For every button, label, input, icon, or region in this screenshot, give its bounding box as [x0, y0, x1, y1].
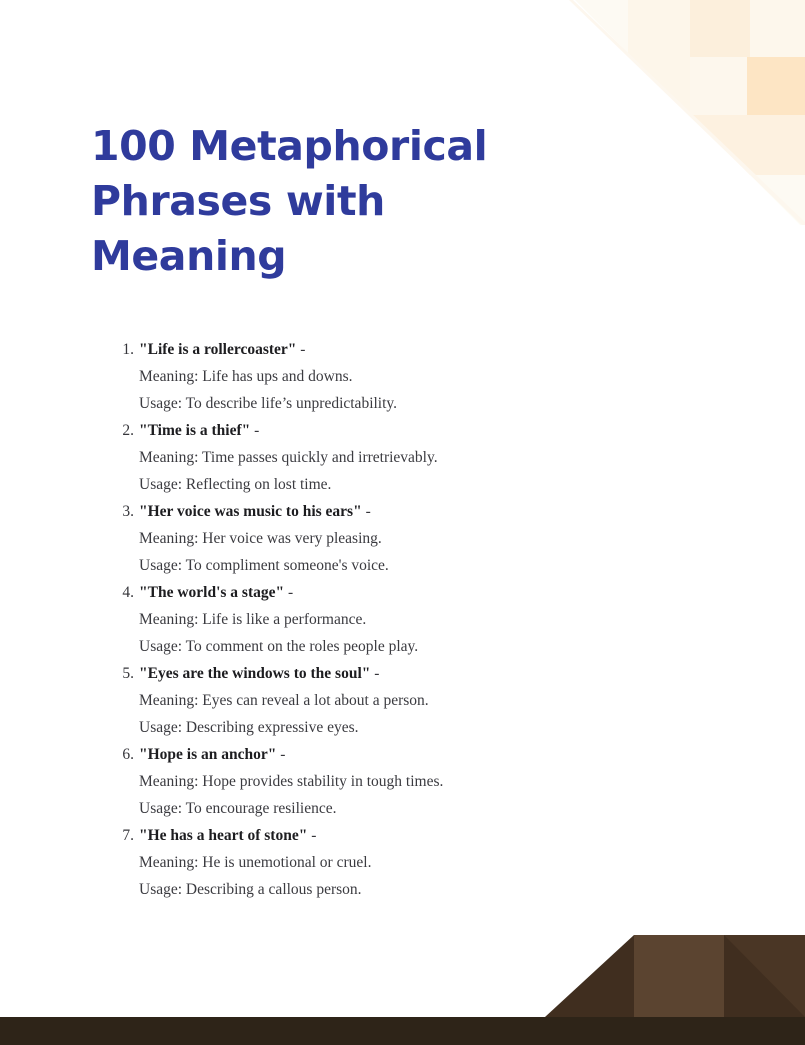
- list-item: [122, 498, 805, 579]
- list-item-number: 6.: [122, 746, 134, 763]
- usage-line: Usage: To encourage resilience.: [139, 800, 337, 817]
- list-item-number: 2.: [122, 422, 134, 439]
- phrase-dash: -: [284, 584, 294, 601]
- list-item: [122, 741, 805, 822]
- list-item: [122, 660, 805, 741]
- meaning-line: Meaning: Life is like a performance.: [139, 611, 367, 628]
- phrase-dash: -: [361, 503, 371, 520]
- meaning-line: Meaning: Her voice was very pleasing.: [139, 530, 382, 547]
- meaning-line: Meaning: He is unemotional or cruel.: [139, 854, 372, 871]
- list-item-phrase-line: [139, 741, 805, 768]
- meaning-line: Meaning: Life has ups and downs.: [139, 368, 353, 385]
- list-item-phrase-line: [139, 336, 805, 363]
- usage-line: Usage: To describe life’s unpredictability.: [139, 395, 398, 412]
- meaning-line: Meaning: Hope provides stability in tough times.: [139, 773, 444, 790]
- list-item: [122, 417, 805, 498]
- phrase-text: "Eyes are the windows to the soul": [139, 665, 371, 682]
- list-item-number: 5.: [122, 665, 134, 682]
- phrase-text: "Time is a thief": [139, 422, 251, 439]
- usage-line: Usage: Describing expressive eyes.: [139, 719, 359, 736]
- phrase-dash: -: [307, 827, 317, 844]
- usage-line: Usage: Reflecting on lost time.: [139, 476, 332, 493]
- top-right-decoration: [555, 0, 805, 225]
- list-item-phrase-line: [139, 822, 805, 849]
- bottom-right-decoration: [0, 920, 805, 1045]
- phrase-dash: -: [276, 746, 286, 763]
- phrase-text: "He has a heart of stone": [139, 827, 308, 844]
- list-item-number: 7.: [122, 827, 134, 844]
- list-item-number: 4.: [122, 584, 134, 601]
- list-item: [122, 822, 805, 903]
- list-item: [122, 336, 805, 417]
- page-title: 100 Metaphorical Phrases with Meaning: [91, 122, 488, 280]
- list-item-phrase-line: [139, 498, 805, 525]
- list-item-phrase-line: [139, 579, 805, 606]
- phrase-text: "Her voice was music to his ears": [139, 503, 362, 520]
- meaning-line: Meaning: Eyes can reveal a lot about a person.: [139, 692, 429, 709]
- phrase-dash: -: [370, 665, 380, 682]
- usage-line: Usage: Describing a callous person.: [139, 881, 362, 898]
- phrase-text: "The world's a stage": [139, 584, 285, 601]
- list-item-phrase-line: [139, 660, 805, 687]
- phrase-text: "Hope is an anchor": [139, 746, 277, 763]
- phrase-text: "Life is a rollercoaster": [139, 341, 297, 358]
- phrase-dash: -: [296, 341, 306, 358]
- list-item-number: 3.: [122, 503, 134, 520]
- phrase-list-container: [0, 336, 805, 903]
- phrase-dash: -: [250, 422, 260, 439]
- list-item: [122, 579, 805, 660]
- usage-line: Usage: To comment on the roles people play.: [139, 638, 419, 655]
- meaning-line: Meaning: Time passes quickly and irretrievably.: [139, 449, 438, 466]
- usage-line: Usage: To compliment someone's voice.: [139, 557, 389, 574]
- list-item-number: 1.: [122, 341, 134, 358]
- list-item-phrase-line: [139, 417, 805, 444]
- phrase-list: [0, 336, 805, 903]
